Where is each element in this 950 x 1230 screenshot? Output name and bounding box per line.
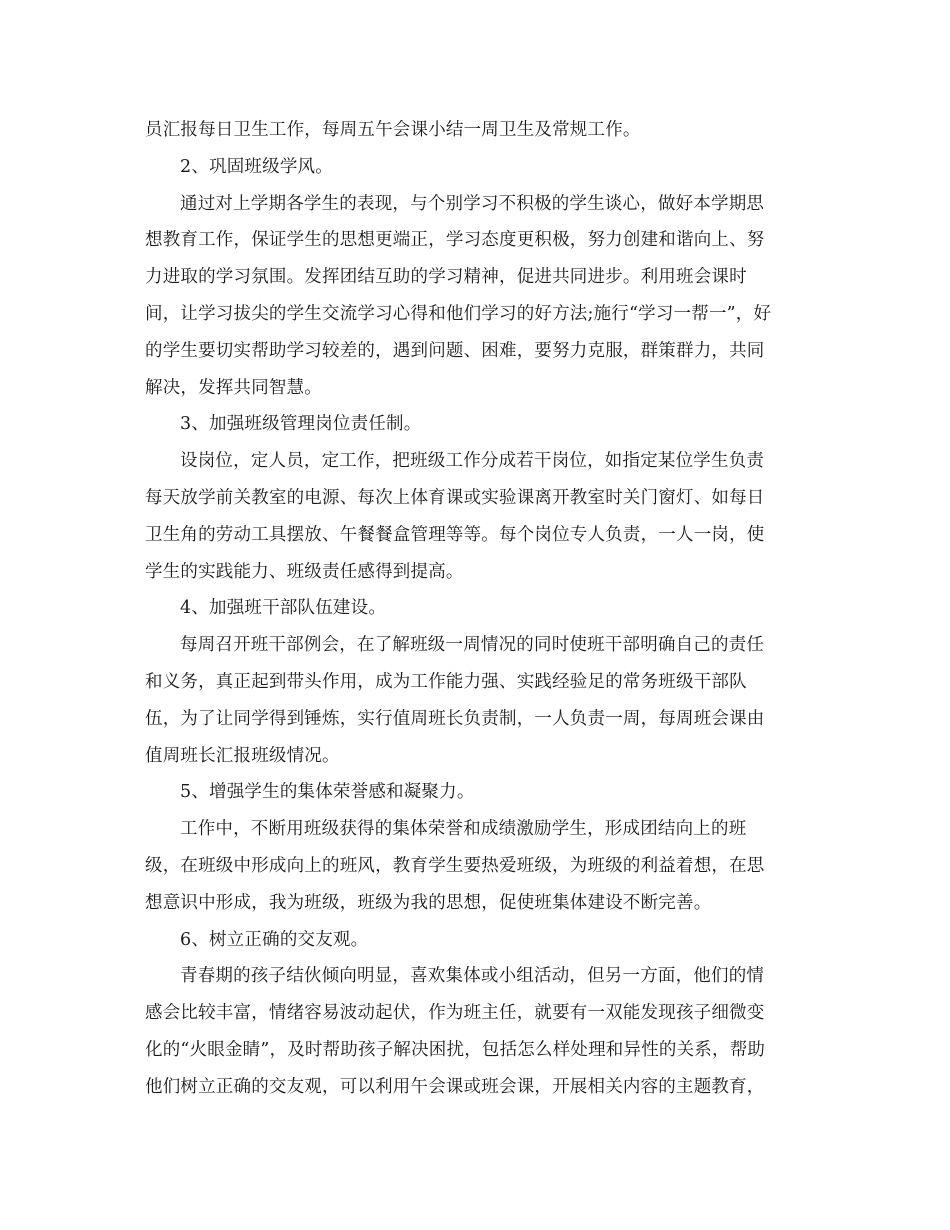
text-line: 2、巩固班级学风。 (180, 156, 333, 177)
text-line: 伍，为了让同学得到锤炼，实行值周班长负责制，一人负责一周，每周班会课由 (145, 708, 765, 729)
text-line: 级，在班级中形成向上的班风，教育学生要热爱班级，为班级的利益着想，在思 (145, 855, 765, 876)
text-line: 想意识中形成，我为班级，班级为我的思想，促使班集体建设不断完善。 (145, 892, 712, 913)
text-line: 每天放学前关教室的电源、每次上体育课或实验课离开教室时关门窗灯、如每日 (145, 487, 765, 508)
text-line: 青春期的孩子结伙倾向明显，喜欢集体或小组活动，但另一方面，他们的情 (180, 966, 765, 987)
text-line: 工作中，不断用班级获得的集体荣誉和成绩激励学生，形成团结向上的班 (180, 819, 747, 840)
text-line: 想教育工作，保证学生的思想更端正，学习态度更积极，努力创建和谐向上、努 (145, 230, 765, 251)
text-line: 化的“火眼金睛”，及时帮助孩子解决困扰，包括怎么样处理和异性的关系，帮助 (145, 1039, 766, 1060)
document-page (145, 112, 810, 1106)
text-line: 6、树立正确的交友观。 (180, 929, 369, 950)
text-line: 解决，发挥共同智慧。 (145, 377, 322, 398)
text-line: 每周召开班干部例会，在了解班级一周情况的同时使班干部明确自己的责任 (180, 635, 765, 656)
text-line: 值周班长汇报班级情况。 (145, 745, 340, 766)
text-line: 通过对上学期各学生的表现，与个别学习不积极的学生谈心，做好本学期思 (180, 193, 765, 214)
text-line: 卫生角的劳动工具摆放、午餐餐盒管理等等。每个岗位专人负责，一人一岗，使 (145, 524, 765, 545)
text-line: 员汇报每日卫生工作，每周五午会课小结一周卫生及常规工作。 (145, 120, 641, 140)
text-line: 和义务，真正起到带头作用，成为工作能力强、实践经验足的常务班级干部队 (145, 671, 747, 692)
text-line: 学生的实践能力、班级责任感得到提高。 (145, 561, 464, 582)
text-line: 5、增强学生的集体荣誉感和凝聚力。 (180, 782, 475, 803)
text-line: 3、加强班级管理岗位责任制。 (180, 414, 422, 435)
text-line: 感会比较丰富，情绪容易波动起伏，作为班主任，就要有一双能发现孩子细微变 (145, 1003, 765, 1024)
text-line: 设岗位，定人员，定工作，把班级工作分成若干岗位，如指定某位学生负责 (180, 451, 765, 472)
text-line: 他们树立正确的交友观，可以利用午会课或班会课，开展相关内容的主题教育， (145, 1076, 765, 1097)
text-line: 力进取的学习氛围。发挥团结互助的学习精神，促进共同进步。利用班会课时 (145, 267, 747, 288)
text-line: 间，让学习拔尖的学生交流学习心得和他们学习的好方法;施行“学习一帮一”，好 (145, 303, 772, 324)
text-line: 4、加强班干部队伍建设。 (180, 598, 387, 619)
text-line: 的学生要切实帮助学习较差的，遇到问题、困难，要努力克服，群策群力，共同 (145, 340, 765, 361)
